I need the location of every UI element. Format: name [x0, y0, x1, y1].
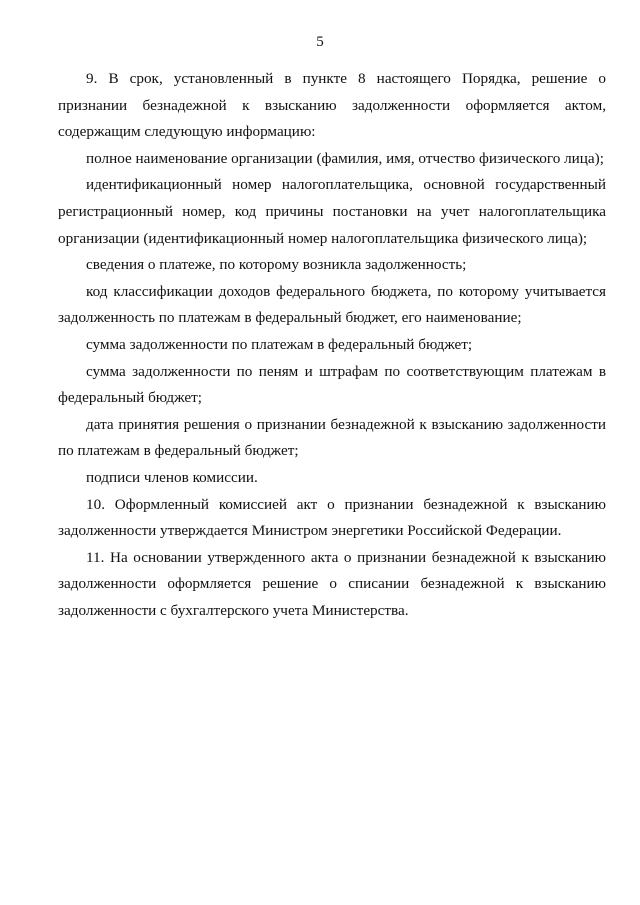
- paragraph-9: 9. В срок, установленный в пункте 8 настоящего Порядка, решение о признании безнадежной к взысканию задолженности оформляется актом, содержащим следующую информацию:: [58, 70, 606, 141]
- paragraph-11: 11. На основании утвержденного акта о признании безнадежной к взысканию задолженности оформляется решение о списании безнадежной к взысканию задолженности с бухгалтерского учета Министерства.: [58, 548, 606, 619]
- paragraph-decision-date: дата принятия решения о признании безнадежной к взысканию задолженности по платежам в федеральный бюджет;: [58, 415, 606, 460]
- document-body: [58, 66, 606, 624]
- paragraph-income-code: код классификации доходов федерального бюджета, по которому учитывается задолженность по платежам в федеральный бюджет, его наименование;: [58, 282, 606, 327]
- page-number: 5: [316, 34, 324, 50]
- paragraph-payment-info: сведения о платеже, по которому возникла задолженность;: [86, 256, 467, 274]
- paragraph-penalty-sum: сумма задолженности по пеням и штрафам по соответствующим платежам в федеральный бюджет;: [58, 362, 606, 407]
- paragraph-org-name: полное наименование организации (фамилия, имя, отчество физического лица);: [86, 149, 604, 167]
- paragraph-taxpayer-id: идентификационный номер налогоплательщика, основной государственный регистрационный номер, код причины постановки на учет налогоплательщика организации (идентификационный номер налогоплательщика физического лица);: [58, 176, 606, 247]
- paragraph-10: 10. Оформленный комиссией акт о признании безнадежной к взысканию задолженности утверждается Министром энергетики Российской Федерации.: [58, 495, 606, 540]
- paragraph-signatures: подписи членов комиссии.: [86, 468, 258, 486]
- paragraph-debt-sum: сумма задолженности по платежам в федеральный бюджет;: [86, 335, 473, 353]
